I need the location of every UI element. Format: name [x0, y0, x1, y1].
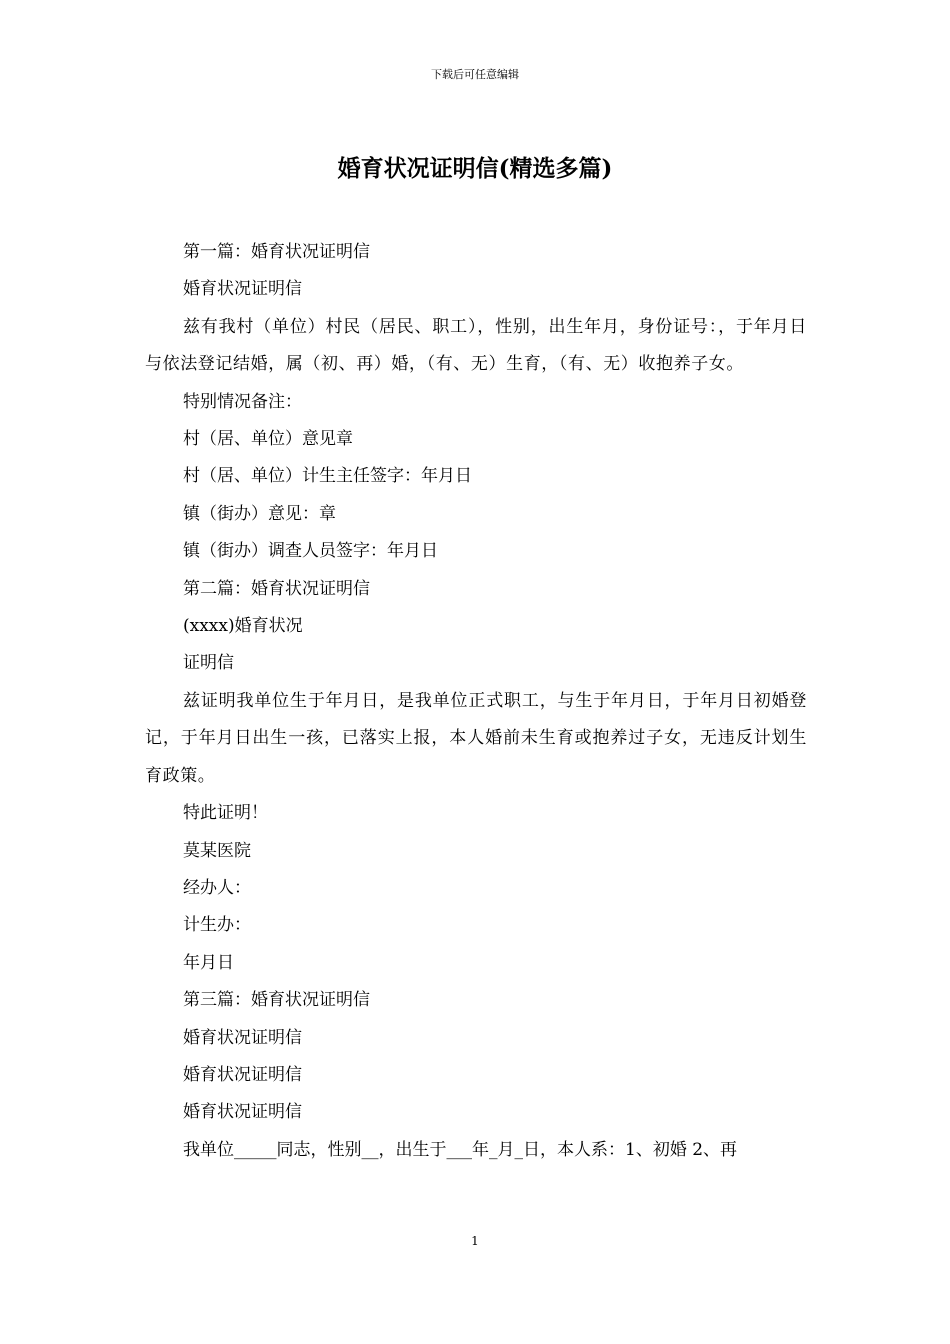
paragraph-employee-certification: 兹证明我单位生于年月日，是我单位正式职工，与生于年月日，于年月日初婚登记，于年月日出生一孩，已落实上报，本人婚前未生育或抱养过子女，无违反计划生育政策。 [145, 690, 807, 786]
paragraph-handler: 经办人： [183, 877, 251, 898]
paragraph-special-notes: 特别情况备注： [183, 391, 302, 412]
paragraph-marriage-status: (xxxx)婚育状况 [183, 616, 303, 637]
paragraph-planning-office: 计生办： [183, 915, 251, 936]
paragraph-date: 年月日 [183, 952, 234, 973]
paragraph-letter-title: 婚育状况证明信 [183, 279, 302, 300]
paragraph-certification-text: 兹有我村（单位）村民（居民、职工），性别，出生年月，身份证号：，于年月日与依法登记结婚，属（初、再）婚，（有、无）生育，（有、无）收抱养子女。 [145, 316, 807, 375]
page-number: 1 [471, 1234, 479, 1248]
paragraph-hospital-name: 莫某医院 [183, 840, 251, 861]
paragraph-letter-title-repeat-1: 婚育状况证明信 [183, 1027, 302, 1048]
paragraph-hereby-certify: 特此证明！ [183, 803, 268, 824]
paragraph-town-opinion: 镇（街办）意见：章 [183, 503, 336, 524]
paragraph-town-signature: 镇（街办）调查人员签字：年月日 [183, 541, 438, 562]
paragraph-village-opinion: 村（居、单位）意见章 [183, 429, 353, 450]
paragraph-village-signature: 村（居、单位）计生主任签字：年月日 [183, 466, 472, 487]
paragraph-part1-heading: 第一篇：婚育状况证明信 [183, 242, 370, 262]
paragraph-unit-comrade: 我单位_____同志，性别__，出生于___年_月_日，本人系：1、初婚 2、再 [183, 1139, 738, 1160]
document-title: 婚育状况证明信(精选多篇) [337, 155, 613, 182]
paragraph-part2-heading: 第二篇：婚育状况证明信 [183, 578, 370, 599]
paragraph-part3-heading: 第三篇：婚育状况证明信 [183, 990, 370, 1011]
paragraph-letter-title-repeat-2: 婚育状况证明信 [183, 1064, 302, 1085]
document-body [145, 234, 807, 1169]
paragraph-certificate-label: 证明信 [183, 653, 234, 674]
paragraph-letter-title-repeat-3: 婚育状况证明信 [183, 1102, 302, 1123]
page-header-note: 下载后可任意编辑 [431, 68, 519, 81]
